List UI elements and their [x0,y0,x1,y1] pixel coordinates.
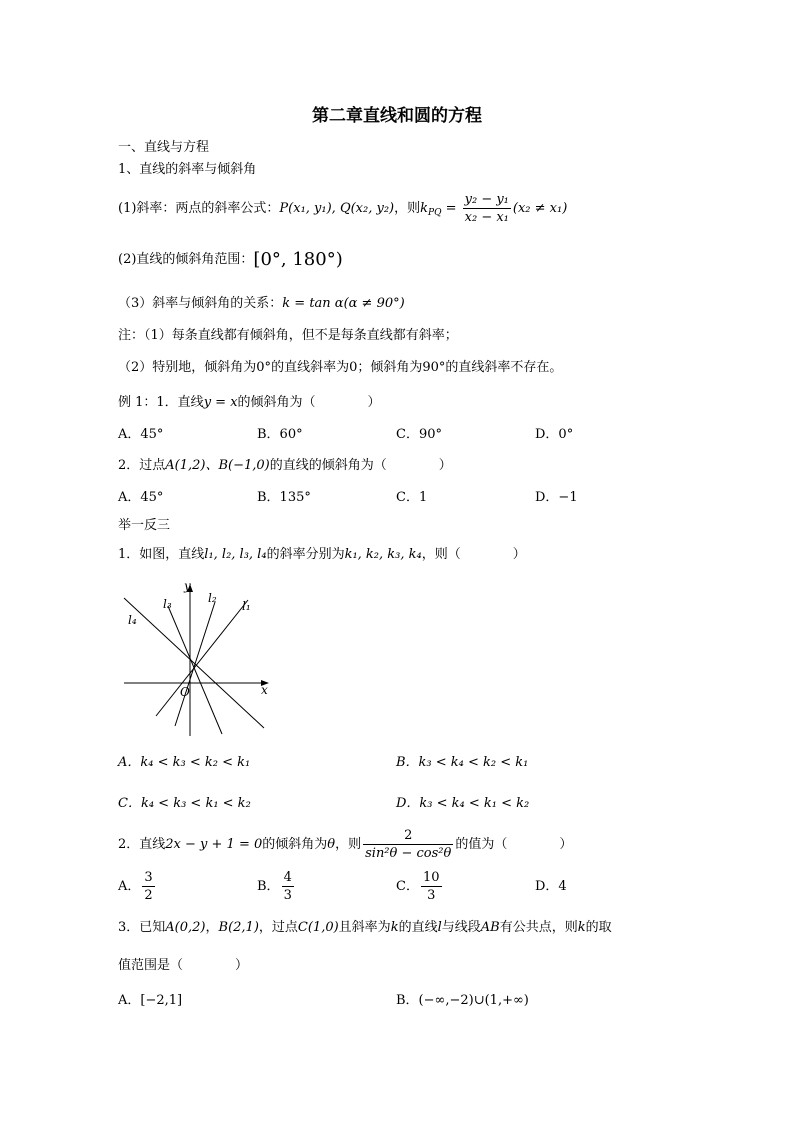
ex1-q2-points: A(1,2)、B(−1,0) [165,458,270,473]
k-subscript: PQ [428,208,442,218]
p2-suffix: 的值为（ ） [455,837,573,852]
p1-option-c: C．k₄ < k₃ < k₁ < k₂ [118,796,251,811]
angle-range-prefix: (2)直线的倾斜角范围： [118,252,254,267]
p1-middle: 的斜率分别为 [266,547,345,562]
y-axis-label: y [184,579,191,593]
example-1-question-1 [118,395,381,411]
p2-option-a-fraction [142,870,154,903]
then-text: ，则 [394,201,421,216]
angle-range-value: [0°, 180°) [253,249,343,270]
angle-range-line [118,249,343,270]
example-1-question-2 [118,458,452,474]
ex1-q2-option-c: C．1 [396,490,428,505]
p3-through: ，过点 [258,920,298,935]
p2-option-c-den: 3 [427,888,436,903]
p2-option-a-den: 2 [144,888,153,903]
p3-tail: 的取 [585,920,612,935]
p2-option-b [257,870,296,904]
slope-formula-line [118,192,567,230]
note-2-part-g: 的直线斜率不存在。 [445,360,563,375]
practice-question-1 [118,547,526,563]
p1-slopes: k₁, k₂, k₃, k₄ [344,547,422,562]
p3-prefix: 3．已知 [118,920,166,935]
p3-slope-text: 且斜率为 [338,920,391,935]
ex1-q2-option-d: D．−1 [535,490,578,505]
l4-label: l₄ [128,613,137,627]
slope-condition: (x₂ ≠ x₁) [512,201,568,216]
note-2-part-a: （2）特别地，倾斜角为 [118,360,257,375]
p2-option-c [396,870,444,904]
p2-option-b-fraction [282,870,294,903]
origin-label: O [180,685,190,699]
relation-formula: k = tan α(α ≠ 90°) [282,296,405,311]
p3-ab: AB [480,920,500,935]
p2-equation: 2x − y + 1 = 0 [165,837,263,852]
relation-prefix: （3）斜率与倾斜角的关系： [118,296,283,311]
p3-point-c: C(1,0) [297,920,339,935]
p1-lines: l₁, l₂, l₃, l₄ [204,547,267,562]
k-symbol: k [420,201,429,216]
practice-question-3 [118,920,612,936]
note-2-zero: 0 [349,360,358,375]
p3-comma: ， [205,920,219,935]
l3-label: l₃ [163,597,172,611]
slope-denominator: x₂ − x₁ [464,210,509,225]
p3-l: l [437,920,442,935]
note-2 [118,360,562,376]
points-PQ: P(x₁, y₁), Q(x₂, y₂) [279,201,395,216]
ex1-q2-option-a: A．45° [118,490,164,505]
ex1-q1-prefix: 例 1：1．直线 [118,395,204,410]
slope-fraction [463,192,511,225]
practice-heading: 举一反三 [118,518,171,533]
practice-question-2 [118,828,572,862]
l1-label: l₁ [242,599,251,613]
relation-line [118,296,405,312]
p2-denominator: sin²θ − cos²θ [365,846,452,861]
line-l1 [156,600,248,716]
p2-option-b-label: B． [257,879,280,894]
ex1-q1-option-b: B．60° [257,427,303,442]
line-l4 [124,598,264,728]
ex1-q2-suffix: 的直线的倾斜角为（ ） [269,458,452,473]
note-2-part-c: 的直线斜率为 [271,360,350,375]
slope-numerator: y₂ − y₁ [464,192,509,207]
ex1-q2-option-b: B．135° [257,490,311,505]
note-2-angle-90: 90° [422,360,446,375]
section-heading: 一、直线与方程 [118,140,210,155]
p1-option-a: A．k₄ < k₃ < k₂ < k₁ [118,755,251,770]
line-l3 [168,606,222,734]
p1-option-b: B．k₃ < k₄ < k₂ < k₁ [396,755,529,770]
p2-option-c-label: C． [396,879,419,894]
p2-option-c-fraction [421,870,442,903]
p3-option-b: B．(−∞,−2)∪(1,+∞) [396,993,529,1008]
p2-theta: θ [327,837,336,852]
p2-option-d: D．4 [535,879,567,894]
p2-prefix: 2．直线 [118,837,166,852]
p1-suffix: ，则（ ） [421,547,526,562]
note-2-angle-0: 0° [256,360,272,375]
p1-option-d: D．k₃ < k₄ < k₁ < k₂ [396,796,530,811]
ex1-q1-option-a: A．45° [118,427,164,442]
p2-option-b-den: 3 [283,888,292,903]
x-axis-label: x [261,683,268,697]
p2-option-a-label: A． [118,879,141,894]
note-2-part-e: ；倾斜角为 [357,360,423,375]
ex1-q1-option-c: C．90° [396,427,442,442]
lines-figure [118,576,278,738]
p2-then: ，则 [335,837,362,852]
p3-option-a: A．[−2,1] [118,993,183,1008]
ex1-q2-prefix: 2．过点 [118,458,166,473]
p3-common-text: 有公共点，则 [499,920,578,935]
p3-segment-text: 与线段 [441,920,481,935]
p3-line-2: 值范围是（ ） [118,958,249,973]
p3-point-a: A(0,2) [165,920,206,935]
ex1-q1-option-d: D．0° [535,427,574,442]
l2-label: l₂ [208,591,217,605]
equals-sign: = [441,201,461,216]
p3-point-b: B(2,1) [218,920,259,935]
p2-numerator: 2 [363,828,453,845]
p2-middle: 的倾斜角为 [262,837,328,852]
slope-prefix: (1)斜率：两点的斜率公式： [118,201,280,216]
p3-line-text: 的直线 [398,920,438,935]
p2-option-b-num: 4 [283,870,292,885]
p3-k2: k [577,920,586,935]
ex1-q1-line: y = x [203,395,238,410]
subsection-heading: 1、直线的斜率与倾斜角 [118,162,257,177]
p3-k: k [390,920,399,935]
note-1: 注：（1）每条直线都有倾斜角，但不是每条直线都有斜率； [118,328,458,343]
ex1-q1-suffix: 的倾斜角为（ ） [237,395,381,410]
page-title: 第二章直线和圆的方程 [312,106,482,126]
p2-option-c-num: 10 [422,870,440,885]
p2-option-a-num: 3 [144,870,153,885]
p1-prefix: 1．如图，直线 [118,547,205,562]
p2-fraction [363,828,453,861]
p2-option-a [118,870,157,904]
